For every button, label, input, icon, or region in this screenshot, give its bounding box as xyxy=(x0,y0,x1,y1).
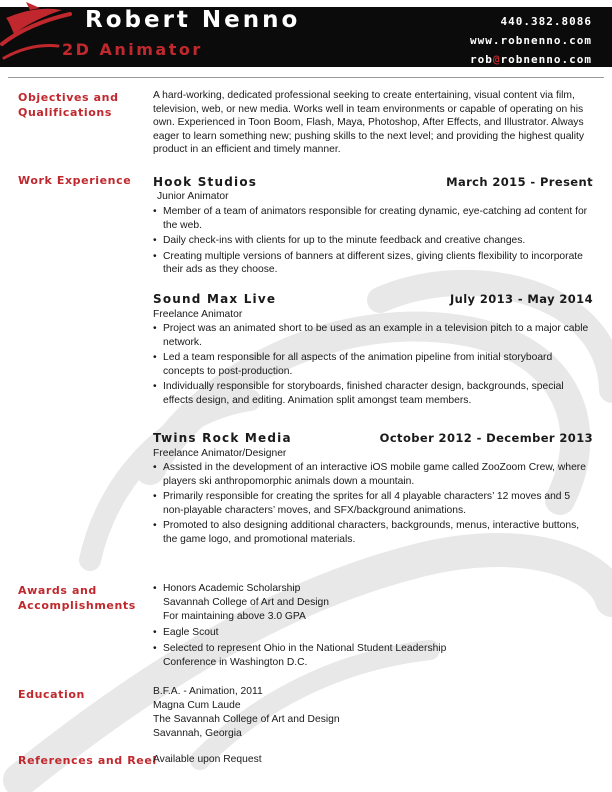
job-bullet: • Promoted to also designing additional characters, backgrounds, menus, interactive buttons, the game logo, and promotional materials. xyxy=(153,519,593,546)
header-divider xyxy=(8,77,604,78)
candidate-name: Robert Nenno xyxy=(85,7,301,33)
phone-number: 440.382.8086 xyxy=(500,15,592,28)
education-line: The Savannah College of Art and Design xyxy=(153,714,340,725)
section-label-awards xyxy=(18,583,136,613)
job-bullet: • Creating multiple versions of banners at different sizes, giving clients flexibility to incorporate their ads as they choose. xyxy=(153,250,593,277)
award-line: • Selected to represent Ohio in the National Student Leadership xyxy=(163,643,447,654)
awards-list xyxy=(153,582,593,672)
job-header xyxy=(153,292,593,308)
education-line: Magna Cum Laude xyxy=(153,700,241,711)
job-bullet: • Assisted in the development of an interactive iOS mobile game called ZooZoom Crew, where players ski anthropomorphic animals down a mountain. xyxy=(153,461,593,488)
award-item xyxy=(153,642,593,670)
job-header xyxy=(153,175,593,191)
email-link[interactable] xyxy=(470,50,592,69)
job-header xyxy=(153,431,593,447)
job-bullets xyxy=(153,461,593,548)
award-item xyxy=(153,626,593,640)
award-line: • Eagle Scout xyxy=(163,627,219,638)
job-bullet: • Member of a team of animators responsible for creating dynamic, eye-catching ad content for the web. xyxy=(153,205,593,232)
objectives-text: A hard-working, dedicated professional seeking to create entertaining, visual content via film, television, web, or new media. Works well in team environments or capable of operating on his own. Experienced in Toon Boom, Flash, Maya, Photoshop, After Effects, and Illustrator. Always eager to learn something new; pushing skills to the next level; and providing the highest quality product in an efficient and timely manner. xyxy=(153,90,585,155)
award-line: Conference in Washington D.C. xyxy=(163,657,308,668)
website-link[interactable]: www.robnenno.com xyxy=(470,34,592,47)
objectives-label-line1: Objectives and xyxy=(18,91,119,104)
education-line: B.F.A. - Animation, 2011 xyxy=(153,686,263,697)
company-name: Twins Rock Media xyxy=(153,431,292,445)
job-dates: July 2013 - May 2014 xyxy=(449,292,593,306)
job-role: Junior Animator xyxy=(157,191,229,202)
section-label-work: Work Experience xyxy=(18,174,132,187)
awards-label-line2: Accomplishments xyxy=(18,599,136,612)
education-line: Savannah, Georgia xyxy=(153,728,242,739)
job-bullet: • Individually responsible for storyboards, finished character design, backgrounds, special effects design, and editing. Animation split amongst team members. xyxy=(153,380,593,407)
awards-label-line1: Awards and xyxy=(18,584,97,597)
job-bullet: • Led a team responsible for all aspects of the animation pipeline from initial storyboard concepts to post-production. xyxy=(153,351,593,378)
section-label-education: Education xyxy=(18,688,85,701)
contact-block xyxy=(470,12,592,69)
section-label-objectives xyxy=(18,90,119,120)
company-name: Sound Max Live xyxy=(153,292,277,306)
email-at: @ xyxy=(492,53,501,66)
job-role: Freelance Animator/Designer xyxy=(153,448,287,459)
education-block xyxy=(153,685,593,741)
job-dates: March 2015 - Present xyxy=(446,175,593,189)
job-bullet: • Primarily responsible for creating the sprites for all 4 playable characters’ 12 moves and 5 non-playable characters’ moves, and SFX/background animations. xyxy=(153,490,593,517)
award-item xyxy=(153,582,593,624)
job-bullets xyxy=(153,205,593,279)
candidate-title: 2D Animator xyxy=(62,40,203,59)
job-dates: October 2012 - December 2013 xyxy=(379,431,593,445)
references-text: Available upon Request xyxy=(153,754,262,765)
email-domain: robnenno.com xyxy=(500,53,592,66)
brush-logo-icon xyxy=(0,0,90,72)
objectives-label-line2: Qualifications xyxy=(18,106,113,119)
section-label-references: References and Reel xyxy=(18,754,157,767)
award-line: • Honors Academic Scholarship xyxy=(163,583,301,594)
award-line: Savannah College of Art and Design xyxy=(163,597,330,608)
email-user: rob xyxy=(470,53,493,66)
job-bullet: • Project was an animated short to be used as an example in a television pitch to a major cable network. xyxy=(153,322,593,349)
job-role: Freelance Animator xyxy=(153,309,243,320)
award-line: For maintaining above 3.0 GPA xyxy=(163,611,306,622)
job-bullets xyxy=(153,322,593,409)
job-bullet: • Daily check-ins with clients for up to the minute feedback and creative changes. xyxy=(153,234,593,248)
company-name: Hook Studios xyxy=(153,175,258,189)
